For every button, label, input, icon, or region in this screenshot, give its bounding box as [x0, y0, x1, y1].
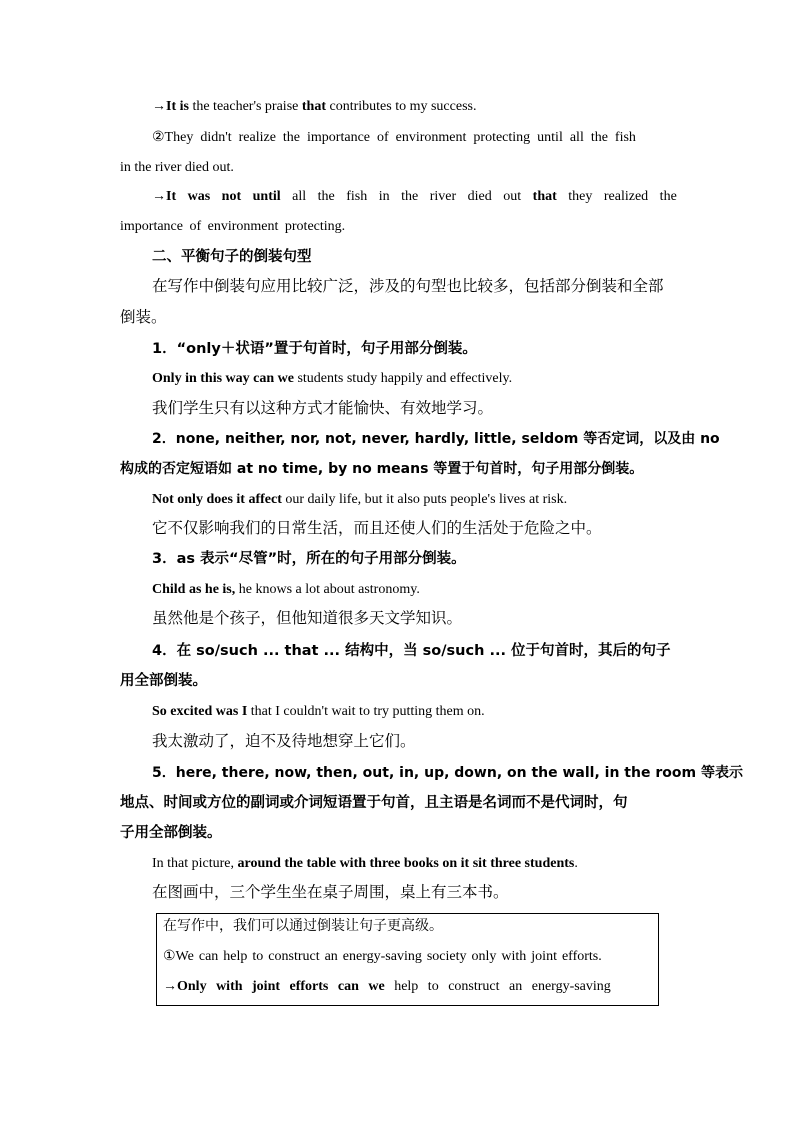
- example-arrow-1: [152, 97, 672, 117]
- text-span: contributes to my success.: [329, 99, 477, 114]
- bold-phrase: →It is: [152, 99, 189, 114]
- example-arrow-2: [152, 187, 677, 207]
- section-intro-line-1: 在写作中倒装句应用比较广泛，涉及的句型也比较多，包括部分倒装和全部: [152, 277, 664, 295]
- rule-3-example: [152, 580, 672, 600]
- text-span: all the fish in the river died out: [292, 189, 522, 204]
- rule-4-example: [152, 702, 672, 722]
- bold-phrase: →Only with joint efforts can we: [163, 979, 385, 994]
- example-2-line-2: in the river died out.: [120, 160, 234, 175]
- bold-phrase: →It was not until: [152, 189, 281, 204]
- section-intro-line-2: 倒装。: [120, 308, 167, 326]
- box-line-3: [163, 977, 651, 997]
- box-line-1: 在写作中，我们可以通过倒装让句子更高级。: [163, 918, 443, 934]
- rule-3-translation: 虽然他是个孩子，但他知道很多天文学知识。: [152, 609, 463, 627]
- rule-2-title-line-2: 构成的否定短语如 at no time, by no means 等置于句首时，句子用部分倒装。: [120, 461, 644, 477]
- example-2-line-1: ②They didn't realize the importance of environment protecting until all the fish: [152, 130, 636, 145]
- rule-2-example: [152, 490, 672, 510]
- rule-2-title-line-1: 2．none, neither, nor, not, never, hardly, little, seldom 等否定词，以及由 no: [152, 431, 720, 447]
- bold-phrase: Not only does it affect: [152, 492, 282, 507]
- rule-4-title-line-1: 4．在 so/such ... that ... 结构中，当 so/such ... 位于句首时，其后的句子: [152, 643, 671, 659]
- bold-phrase: Only in this way can we: [152, 371, 294, 386]
- text-span: that I couldn't wait to try putting them on.: [247, 704, 485, 719]
- text-span: they realized the: [568, 189, 677, 204]
- text-span: students study happily and effectively.: [293, 371, 513, 386]
- rule-5-title-line-1: 5．here, there, now, then, out, in, up, down, on the wall, in the room 等表示: [152, 765, 743, 781]
- bold-phrase: that: [301, 99, 326, 114]
- bold-phrase: that: [532, 189, 557, 204]
- bold-phrase: So excited was I: [152, 704, 248, 719]
- rule-4-title-line-2: 用全部倒装。: [120, 673, 207, 689]
- bold-phrase: around the table with three books on it sit three students: [237, 856, 575, 871]
- section-heading: 二、平衡句子的倒装句型: [152, 249, 312, 265]
- rule-5-translation: 在图画中，三个学生坐在桌子周围，桌上有三本书。: [152, 883, 509, 901]
- rule-1-title: 1．“only＋状语”置于句首时，句子用部分倒装。: [152, 341, 477, 357]
- rule-2-translation: 它不仅影响我们的日常生活，而且还使人们的生活处于危险之中。: [152, 519, 602, 537]
- example-arrow-2-line-2: importance of environment protecting.: [120, 219, 346, 234]
- text-span: In that picture,: [152, 856, 238, 871]
- writing-tip-box: [156, 913, 659, 1006]
- rule-1-translation: 我们学生只有以这种方式才能愉快、有效地学习。: [152, 399, 494, 417]
- rule-5-example: [152, 854, 672, 874]
- rule-3-title: 3．as 表示“尽管”时，所在的句子用部分倒装。: [152, 551, 466, 567]
- text-span: the teacher's praise: [192, 99, 299, 114]
- bold-phrase: Child as he is,: [152, 582, 236, 597]
- rule-1-example: [152, 369, 672, 389]
- text-span: our daily life, but it also puts people's lives at risk.: [281, 492, 568, 507]
- rule-5-title-line-3: 子用全部倒装。: [120, 825, 222, 841]
- text-span: help to construct an energy-saving: [394, 979, 611, 994]
- box-line-2: ①We can help to construct an energy-saving society only with joint efforts.: [163, 949, 602, 964]
- text-span: .: [574, 856, 578, 871]
- text-span: he knows a lot about astronomy.: [235, 582, 420, 597]
- rule-4-translation: 我太激动了，迫不及待地想穿上它们。: [152, 732, 416, 750]
- rule-5-title-line-2: 地点、时间或方位的副词或介词短语置于句首，且主语是名词而不是代词时，句: [120, 795, 628, 811]
